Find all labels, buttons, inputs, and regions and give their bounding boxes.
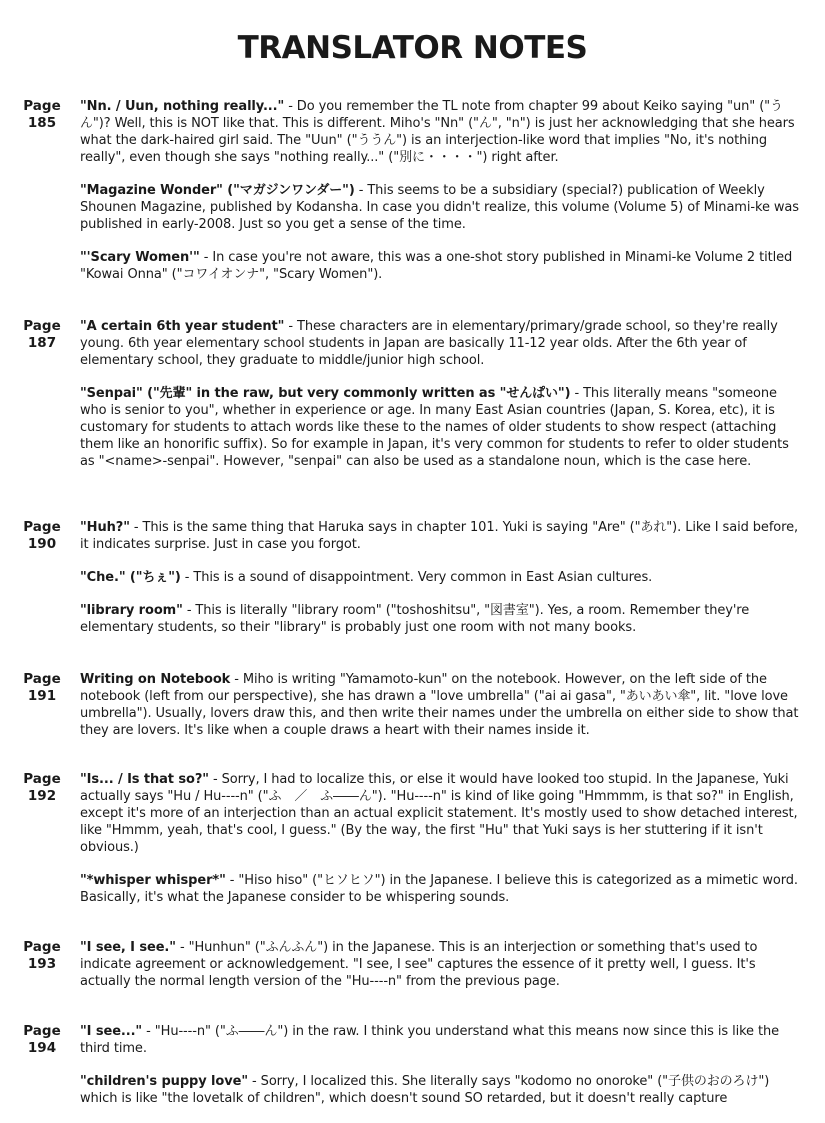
- note-text: - This is the same thing that Haruka says in chapter 101. Yuki is saying "Are" ("あれ"). Like I said before, it indicates surprise. Just in case you forgot.: [80, 520, 799, 552]
- page-number: 193: [27, 956, 57, 972]
- note-term: Writing on Notebook: [80, 672, 231, 687]
- note-text: - "Hiso hiso" ("ヒソヒソ") in the Japanese. I believe this is categorized as a mimetic word. Basically, it's what the Japanese consider to be whispering sounds.: [80, 873, 798, 905]
- note-list: [80, 771, 806, 922]
- page-number: 192: [27, 788, 57, 804]
- note-text: - This is a sound of disappointment. Very common in East Asian cultures.: [180, 570, 653, 585]
- page-number-label: [20, 939, 64, 973]
- note-term: "'Scary Women'": [80, 250, 200, 265]
- note-term: "Nn. / Uun, nothing really...": [80, 99, 285, 114]
- note-list: [80, 1023, 806, 1123]
- note-entry: [80, 182, 806, 233]
- note-text: - This is literally "library room" ("toshoshitsu", "図書室"). Yes, a room. Remember they're elementary students, so their "library" is probably just one room with not many books.: [80, 603, 750, 635]
- page-number-label: [20, 671, 64, 705]
- note-term: "A certain 6th year student": [80, 319, 285, 334]
- page-title: TRANSLATOR NOTES: [237, 30, 588, 66]
- note-text: - "Hunhun" ("ふんふん") in the Japanese. This is an interjection or something that's used to indicate agreement or acknowledgement. "I see, I see" captures the essence of it pretty well, I guess. It's actually the normal length version of the "Hu----n" from the previous page.: [80, 940, 758, 989]
- note-entry: [80, 939, 806, 990]
- note-entry: [80, 872, 806, 906]
- note-text: - Sorry, I had to localize this, or else it would have looked too stupid. In the Japanese, Yuki actually says "Hu / Hu----n" ("ふ ／ ふ――ん"). "Hu----n" is kind of like going "Hmmmm, is that so?" in English, except it's more of an interjection than an actual explicit statement. It's mostly used to show detached interest, like "Hmmm, yeah, that's cool, I guess." (By the way, the first "Hu" that Yuki says is her stuttering if it isn't obvious.): [80, 772, 798, 855]
- note-entry: [80, 1073, 806, 1107]
- note-entry: [80, 385, 806, 470]
- note-term: "Is... / Is that so?": [80, 772, 209, 787]
- note-text: - Do you remember the TL note from chapter 99 about Keiko saying "un" ("うん")? Well, this is NOT like that. This is different. Miho's "Nn" ("ん", "n") is just her acknowledging that she hears what the dark-haired girl said. The "Uun" ("ううん") is an interjection-like word that implies "No, it's nothing really", even though she says "nothing really..." ("別に・・・・") right after.: [80, 99, 795, 165]
- note-term: "*whisper whisper*": [80, 873, 226, 888]
- note-entry: [80, 318, 806, 369]
- page-number-label: [20, 519, 64, 553]
- note-entry: [80, 671, 806, 739]
- page-number-label: [20, 98, 64, 132]
- note-entry: [80, 98, 806, 166]
- note-list: [80, 318, 806, 486]
- note-entry: [80, 602, 806, 636]
- note-list: [80, 671, 806, 755]
- page-word: Page: [23, 318, 61, 334]
- note-term: "Che." ("ちぇ"): [80, 570, 181, 585]
- page-number: 187: [27, 335, 57, 351]
- page-word: Page: [23, 98, 61, 114]
- note-entry: [80, 569, 806, 586]
- note-term: "Huh?": [80, 520, 130, 535]
- page-word: Page: [23, 771, 61, 787]
- note-term: "Magazine Wonder" ("マガジンワンダー"): [80, 183, 355, 198]
- note-term: "library room": [80, 603, 183, 618]
- note-text: - Miho is writing "Yamamoto-kun" on the notebook. However, on the left side of the notebook (left from our perspective), she has drawn a "love umbrella" ("ai ai gasa", "あいあい傘", lit. "love love umbrella"). Usually, lovers draw this, and then write their names under the umbrella on either side to show that they are lovers. It's like when a couple draws a heart with their names inside it.: [80, 672, 799, 738]
- page-number: 185: [27, 115, 57, 131]
- note-term: "Senpai" ("先輩" in the raw, but very commonly written as "せんぱい"): [80, 386, 571, 401]
- page-number: 190: [27, 536, 57, 552]
- note-text: - "Hu----n" ("ふ――ん") in the raw. I think you understand what this means now since this is like the third time.: [80, 1024, 780, 1056]
- note-list: [80, 519, 806, 652]
- page-word: Page: [23, 671, 61, 687]
- note-entry: [80, 1023, 806, 1057]
- page-number: 194: [27, 1040, 57, 1056]
- note-entry: [80, 519, 806, 553]
- page-number-label: [20, 1023, 64, 1057]
- note-text: - This literally means "someone who is senior to you", whether in experience or age. In many East Asian countries (Japan, S. Korea, etc), it is customary for students to attach words like these to the names of older students to show respect (attaching them like an honorific suffix). So for example in Japan, it's very common for students to refer to older students as "<name>-senpai". However, "senpai" can also be used as a standalone noun, which is the case here.: [80, 386, 789, 469]
- page-number-label: [20, 771, 64, 805]
- note-text: - Sorry, I localized this. She literally says "kodomo no onoroke" ("子供のおのろけ") which is like "the lovetalk of children", which doesn't sound SO retarded, but it doesn't really capture: [80, 1074, 770, 1106]
- note-term: "I see...": [80, 1024, 143, 1039]
- page-number: 191: [27, 688, 57, 704]
- note-term: "children's puppy love": [80, 1074, 249, 1089]
- page-word: Page: [23, 519, 61, 535]
- note-list: [80, 98, 806, 299]
- note-entry: [80, 249, 806, 283]
- note-list: [80, 939, 806, 1006]
- page-number-label: [20, 318, 64, 352]
- page-word: Page: [23, 939, 61, 955]
- note-text: - These characters are in elementary/primary/grade school, so they're really young. 6th year elementary school students in Japan are basically 11-12 year olds. After the 6th year of elementary school, they graduate to middle/junior high school.: [80, 319, 778, 368]
- note-text: - In case you're not aware, this was a one-shot story published in Minami-ke Volume 2 titled "Kowai Onna" ("コワイオンナ", "Scary Women").: [80, 250, 793, 282]
- note-entry: [80, 771, 806, 856]
- note-term: "I see, I see.": [80, 940, 176, 955]
- page-word: Page: [23, 1023, 61, 1039]
- note-text: - This seems to be a subsidiary (special?) publication of Weekly Shounen Magazine, published by Kodansha. In case you didn't realize, this volume (Volume 5) of Minami-ke was published in early-2008. Just so you get a sense of the time.: [80, 183, 799, 232]
